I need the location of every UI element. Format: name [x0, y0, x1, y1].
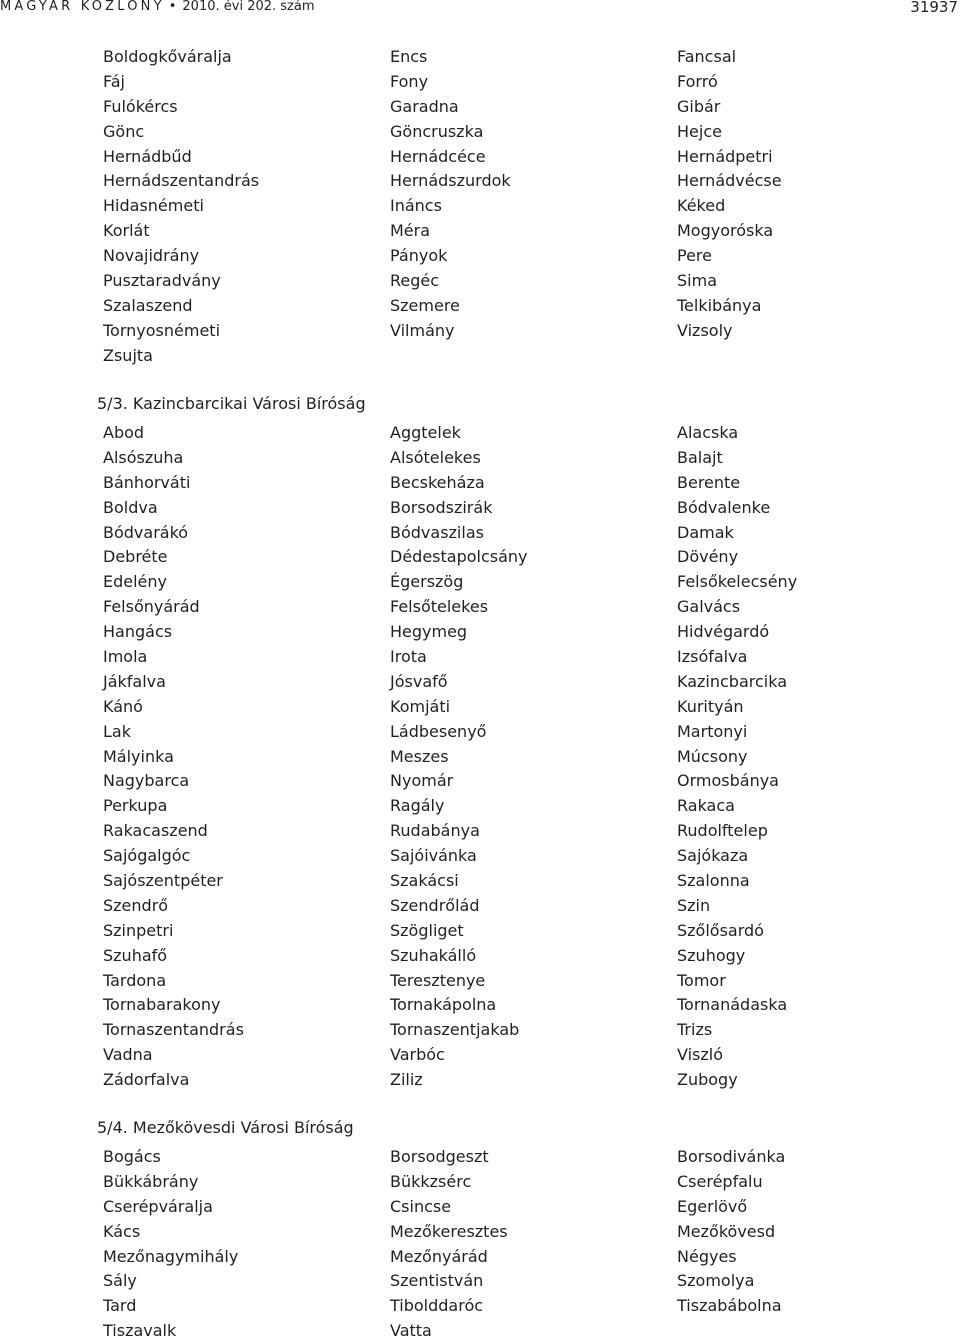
place-name: Forró: [677, 71, 718, 91]
place-name: Novajidrány: [103, 246, 200, 266]
place-name: Sajókaza: [677, 846, 749, 866]
place-name: Tornaszentandrás: [103, 1020, 244, 1040]
place-name: Nyomár: [390, 771, 454, 791]
place-name: Bükkábrány: [103, 1171, 199, 1191]
place-name: Göncruszka: [390, 121, 484, 141]
place-name: Mezőkövesd: [677, 1221, 776, 1241]
place-name: Alacska: [677, 423, 739, 442]
place-name: Vizsoly: [677, 320, 733, 340]
place-name: Sajóivánka: [390, 846, 477, 866]
place-name: Dédestapolcsány: [390, 547, 528, 567]
place-name: Nagybarca: [103, 771, 190, 791]
place-name: Irota: [390, 647, 427, 667]
place-name: Teresztenye: [390, 970, 486, 990]
place-name: Szendrő: [103, 895, 169, 915]
place-name: Tornabarakony: [103, 995, 221, 1015]
bullet-separator: •: [168, 0, 177, 14]
place-name: Felsőtelekes: [390, 597, 489, 617]
place-name: Fony: [390, 71, 429, 91]
place-name: Hernádbűd: [103, 146, 192, 166]
place-name: Szögliget: [390, 920, 464, 940]
page-header: [0, 0, 960, 20]
place-name: Zsujta: [103, 345, 153, 365]
place-name: Szentistván: [390, 1271, 484, 1291]
place-name: Alsótelekes: [390, 447, 481, 467]
place-name: Szinpetri: [103, 920, 174, 940]
place-name: Borsodszirák: [390, 497, 493, 517]
place-name: Abod: [103, 423, 145, 442]
place-name: Cserépfalu: [677, 1171, 763, 1191]
page-number: 31937: [910, 0, 958, 16]
place-name: Korlát: [103, 221, 150, 241]
place-name: Hernádcéce: [390, 146, 486, 166]
place-name: Boldva: [103, 497, 158, 517]
place-name: Szemere: [390, 295, 460, 315]
place-name: Becskeháza: [390, 472, 485, 492]
place-name: Szuhakálló: [390, 945, 477, 965]
place-name: Hernádszentandrás: [103, 171, 260, 191]
place-name: Ládbesenyő: [390, 721, 487, 741]
place-name: Lak: [103, 721, 131, 741]
place-name: Debréte: [103, 547, 168, 567]
place-list-kazincbarcika: [103, 421, 953, 1093]
place-name: Ziliz: [390, 1070, 423, 1090]
place-name: Fulókércs: [103, 96, 178, 116]
place-name: Pányok: [390, 246, 448, 266]
place-name: Damak: [677, 522, 734, 542]
place-name: Ináncs: [390, 196, 442, 216]
place-list-section-1: [103, 45, 953, 369]
place-name: Méra: [390, 221, 431, 241]
place-name: Szin: [677, 895, 711, 915]
place-name: Bódvarákó: [103, 522, 189, 542]
place-name: Hidvégardó: [677, 622, 770, 642]
place-name: Bódvaszilas: [390, 522, 484, 542]
section-title-mezokovesd: 5/4. Mezőkövesdi Városi Bíróság: [97, 1118, 354, 1137]
place-name: Martonyi: [677, 721, 748, 741]
place-name: Tibolddaróc: [390, 1296, 484, 1316]
place-name: Mezőnagymihály: [103, 1246, 239, 1266]
place-name: Vilmány: [390, 320, 455, 340]
place-name: Tiszavalk: [103, 1321, 177, 1341]
place-name: Imola: [103, 647, 148, 667]
place-name: Borsodgeszt: [390, 1147, 489, 1166]
issue-label: 2010. évi 202. szám: [182, 0, 315, 14]
place-name: Vatta: [390, 1321, 432, 1341]
place-name: Izsófalva: [677, 647, 748, 667]
place-name: Pusztaradvány: [103, 271, 221, 291]
journal-name: MAGYAR KÖZLÖNY: [0, 0, 165, 14]
place-name: Ormosbánya: [677, 771, 779, 791]
place-name: Zádorfalva: [103, 1070, 190, 1090]
place-name: Égerszög: [390, 572, 464, 592]
place-name: Regéc: [390, 271, 440, 291]
section-title-kazincbarcika: 5/3. Kazincbarcikai Városi Bíróság: [97, 394, 366, 413]
place-name: Kánó: [103, 696, 143, 716]
place-name: Fancsal: [677, 47, 737, 66]
place-name: Cserépváralja: [103, 1196, 213, 1216]
place-name: Berente: [677, 472, 741, 492]
place-name: Bogács: [103, 1147, 161, 1166]
place-name: Fáj: [103, 71, 125, 91]
place-name: Szalonna: [677, 871, 750, 891]
place-name: Varbóc: [390, 1045, 445, 1065]
place-name: Galvács: [677, 597, 741, 617]
place-name: Szuhafő: [103, 945, 168, 965]
place-name: Bánhorváti: [103, 472, 191, 492]
place-name: Mezőkeresztes: [390, 1221, 508, 1241]
place-name: Dövény: [677, 547, 739, 567]
place-name: Felsőnyárád: [103, 597, 200, 617]
place-name: Balajt: [677, 447, 723, 467]
place-name: Szomolya: [677, 1271, 755, 1291]
place-name: Rakacaszend: [103, 821, 208, 841]
place-name: Tomor: [677, 970, 726, 990]
place-name: Szőlősardó: [677, 920, 764, 940]
place-name: Komjáti: [390, 696, 451, 716]
place-name: Rudolftelep: [677, 821, 768, 841]
place-name: Hegymeg: [390, 622, 468, 642]
place-name: Alsószuha: [103, 447, 184, 467]
place-name: Jósvafő: [390, 671, 448, 691]
place-name: Perkupa: [103, 796, 168, 816]
place-name: Pere: [677, 246, 712, 266]
place-name: Boldogkőváralja: [103, 47, 232, 66]
place-name: Tornaszentjakab: [390, 1020, 520, 1040]
place-name: Mezőnyárád: [390, 1246, 488, 1266]
place-name: Encs: [390, 47, 428, 66]
place-name: Sima: [677, 271, 717, 291]
place-name: Tiszabábolna: [677, 1296, 782, 1316]
place-name: Kéked: [677, 196, 726, 216]
place-name: Aggtelek: [390, 423, 461, 442]
place-name: Garadna: [390, 96, 459, 116]
place-name: Trizs: [677, 1020, 713, 1040]
place-name: Ragály: [390, 796, 445, 816]
place-name: Kurityán: [677, 696, 744, 716]
place-name: Csincse: [390, 1196, 452, 1216]
place-name: Sajószentpéter: [103, 871, 223, 891]
place-name: Hernádpetri: [677, 146, 773, 166]
running-head: [0, 0, 315, 14]
place-name: Tornyosnémeti: [103, 320, 221, 340]
place-name: Hejce: [677, 121, 722, 141]
place-name: Tornakápolna: [390, 995, 497, 1015]
place-name: Sajógalgóc: [103, 846, 191, 866]
place-name: Bükkzsérc: [390, 1171, 472, 1191]
place-name: Szalaszend: [103, 295, 193, 315]
place-list-mezokovesd: [103, 1145, 953, 1344]
place-name: Egerlövő: [677, 1196, 748, 1216]
place-name: Szendrőlád: [390, 895, 480, 915]
place-name: Tardona: [103, 970, 167, 990]
place-name: Tard: [103, 1296, 137, 1316]
place-name: Hernádszurdok: [390, 171, 511, 191]
place-name: Gönc: [103, 121, 145, 141]
place-name: Meszes: [390, 746, 449, 766]
place-name: Felsőkelecsény: [677, 572, 798, 592]
place-name: Hernádvécse: [677, 171, 782, 191]
place-name: Mogyoróska: [677, 221, 774, 241]
place-name: Szuhogy: [677, 945, 746, 965]
place-name: Tornanádaska: [677, 995, 788, 1015]
place-name: Viszló: [677, 1045, 724, 1065]
place-name: Hangács: [103, 622, 173, 642]
place-name: Rudabánya: [390, 821, 480, 841]
place-name: Négyes: [677, 1246, 737, 1266]
place-name: Mályinka: [103, 746, 174, 766]
place-name: Múcsony: [677, 746, 748, 766]
place-name: Sály: [103, 1271, 137, 1291]
place-name: Bódvalenke: [677, 497, 771, 517]
place-name: Szakácsi: [390, 871, 459, 891]
place-name: Zubogy: [677, 1070, 738, 1090]
place-name: Jákfalva: [103, 671, 166, 691]
place-name: Hidasnémeti: [103, 196, 204, 216]
place-name: Telkibánya: [677, 295, 762, 315]
place-name: Kács: [103, 1221, 141, 1241]
place-name: Borsodivánka: [677, 1147, 786, 1166]
place-name: Edelény: [103, 572, 168, 592]
place-name: Gibár: [677, 96, 721, 116]
place-name: Vadna: [103, 1045, 153, 1065]
place-name: Kazincbarcika: [677, 671, 788, 691]
place-name: Rakaca: [677, 796, 735, 816]
